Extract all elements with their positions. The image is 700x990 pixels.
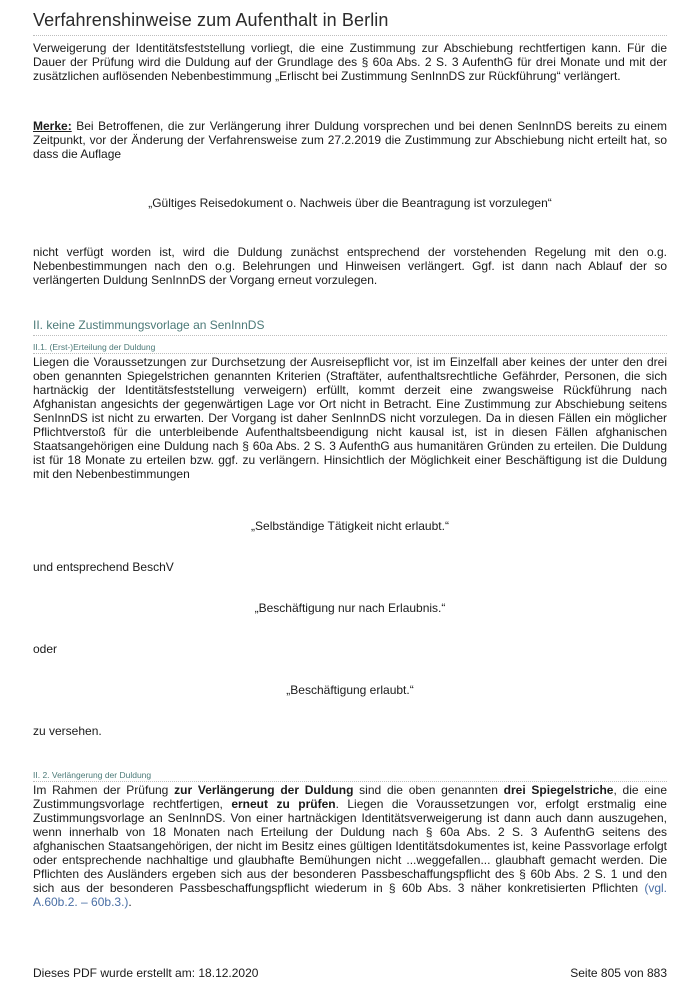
page-footer [33, 966, 667, 980]
paragraph-duldung-extension: nicht verfügt worden ist, wird die Duldung zunächst entsprechend der vorstehenden Regelung mit den o.g. Nebenbestimmungen nach den o.g. Belehrungen und Hinweisen verlängert. Ggf. ist dann nach Ablauf der so verlängerten Duldung SenInnDS der Vorgang erneut vorzulegen. [33, 245, 667, 287]
merke-label: Merke: [33, 119, 72, 133]
extension-bold-3: erneut zu prüfen [231, 797, 336, 811]
paragraph-identity-verification: Verweigerung der Identitätsfeststellung vorliegt, die eine Zustimmung zur Abschiebung rechtfertigen kann. Für die Dauer der Prüfung wird die Duldung auf der Grundlage des § 60a Abs. 2 S. 3 AufenthG für drei Monate und mit der zusätzlichen auflösenden Nebenbestimmung „Erlischt bei Zustimmung SenInnDS zur Rückführung“ verlängert. [33, 41, 667, 83]
footer-created-date: Dieses PDF wurde erstellt am: 18.12.2020 [33, 966, 259, 980]
merke-text: Bei Betroffenen, die zur Verlängerung ihrer Duldung vorsprechen und bei denen SenInnDS bereits zu einem Zeitpunkt, vor der Änderung der Verfahrensweise zum 27.2.2019 die Zustimmung zur Abschiebung nicht erteilt hat, so dass die Auflage [33, 119, 667, 161]
paragraph-extension [33, 783, 667, 909]
section-heading-no-referral: II. keine Zustimmungsvorlage an SenInnDS [33, 318, 667, 336]
subsection-heading-extension: II. 2. Verlängerung der Duldung [33, 770, 667, 782]
text-zu-versehen: zu versehen. [33, 724, 102, 738]
text-oder: oder [33, 642, 58, 656]
page-title: Verfahrenshinweise zum Aufenthalt in Berlin [33, 10, 667, 36]
footer-page-number: Seite 805 von 883 [570, 966, 667, 980]
quote-reisedokument: „Gültiges Reisedokument o. Nachweis über die Beantragung ist vorzulegen“ [148, 196, 552, 210]
extension-end: . [128, 895, 132, 909]
extension-text-4: . Liegen die Voraussetzungen vor, erfolgt erstmalig eine Zustimmungsvorlage an SenInnDS. Von einer hartnäckigen Identitätsverweigerung ist dann auch dann auszugehen, wenn innerhalb von 18 Monaten nach Erteilung der Duldung nach § 60a Abs. 2 S. 3 AufenthG seitens des afghanischen Staatsangehörigen, der nicht im Besitz eines gültigen Identitätsdokumentes ist, keine Passvorlage erfolgt oder entsprechende nachhaltige und glaubhafte Bemühungen nicht ...weggefallen... glaubhaft gemacht werden. Die Pflichten des Ausländers ergeben sich aus der besonderen Passbeschaffungspflicht des § 60b Abs. 2 S. 1 und den sich aus der besonderen Passbeschaffungspflicht wiederum in § 60b Abs. 3 näher konkretisierten Pflichten [33, 797, 667, 895]
extension-text-1: Im Rahmen der Prüfung [33, 783, 175, 797]
document-page [33, 10, 667, 909]
cross-reference-link[interactable]: (vgl. A.60b.2. – 60b.3.) [33, 881, 667, 909]
extension-bold-2: drei Spiegelstriche [503, 783, 614, 797]
paragraph-merke [33, 119, 667, 161]
subsection-heading-initial-duldung: II.1. (Erst-)Erteilung der Duldung [33, 342, 667, 354]
extension-text-2: sind die oben genannten [353, 783, 504, 797]
quote-employment-permit: „Beschäftigung nur nach Erlaubnis.“ [254, 601, 446, 615]
paragraph-initial-duldung: Liegen die Voraussetzungen zur Durchsetzung der Ausreisepflicht vor, ist im Einzelfall aber keines der unter den drei oben genannten Spiegelstrichen genannten Kriterien (Straftäter, aufenthaltsrechtliche Gefährder, Personen, die sich hartnäckig der Identitätsfeststellung verweigern) erfüllt, kommt derzeit eine zwangsweise Rückführung nach Afghanistan angesichts der gegenwärtigen Lage vor Ort nicht in Betracht. Eine Zustimmung zur Abschiebung seitens SenInnDS ist nicht zu erwarten. Der Vorgang ist daher SenInnDS nicht vorzulegen. Da in diesen Fällen ein möglicher Pflichtverstoß für die unterbleibende Aufenthaltsbeendigung nicht kausal ist, ist in diesen Fällen afghanischen Staatsangehörigen eine Duldung nach § 60a Abs. 2 S. 3 AufenthG aus humanitären Gründen zu erteilen. Die Duldung ist für 18 Monate zu erteilen bzw. ggf. zu verlängern. Hinsichtlich der Möglichkeit einer Beschäftigung ist die Duldung mit den Nebenbestimmungen [33, 355, 667, 481]
extension-bold-1: zur Verlängerung der Duldung [174, 783, 354, 797]
extension-text-3: , die eine Zustimmungsvorlage rechtfertigen, [33, 783, 668, 811]
quote-self-employment: „Selbständige Tätigkeit nicht erlaubt.“ [251, 519, 449, 533]
text-beschv: und entsprechend BeschV [33, 560, 174, 574]
quote-employment-allowed: „Beschäftigung erlaubt.“ [286, 683, 414, 697]
